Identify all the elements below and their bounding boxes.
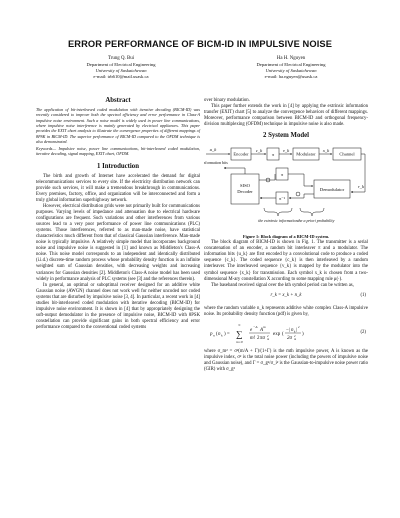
pi-inverse-label: π⁻¹ <box>278 196 286 202</box>
svg-text:∑: ∑ <box>236 328 243 339</box>
svg-text:k: k <box>294 329 296 334</box>
body-paragraph: where σ_m² = σ²(m/A + Γ)/(1+Γ) is the mth impulsive power, A is known as the impulsive index, σ² is the total noise power (including the powers of impulsive noise and Gaussian noise), and Γ = σ_g²/σ_i² is the Gaussian-to-impulsive noise power ratio (GIR) with σ_g² <box>204 348 368 372</box>
pi-label: π <box>271 152 275 158</box>
r-k-label: r_k <box>357 184 365 190</box>
svg-text:) =: ) = <box>224 331 230 337</box>
svg-text:|: | <box>296 327 298 333</box>
body-paragraph: This paper further extends the work in [4] by applying the extrinsic information transfer (EXIT) chart [5] to analyze the convergence behaviors of different mappings. Moreover, performance comparison between BICM-ID and orthogonal frequency-division multiplexing (OFDM) technique in impulsive noise is also made. <box>204 104 368 128</box>
intro-heading: 1 Introduction <box>97 162 139 170</box>
author-email: e-mail: trb610@mail.usask.ca <box>93 74 149 80</box>
extrinsic-label: the extrinsic information <box>258 218 298 224</box>
right-column <box>204 98 368 373</box>
u-k-label: u_k <box>209 147 217 153</box>
figure-caption: Figure 1: Block diagram of a BICM-ID system. <box>242 234 330 240</box>
author-univ: University of Saskatchewan <box>265 68 317 74</box>
c-k-label: c_k <box>255 148 263 154</box>
abstract-heading: Abstract <box>105 97 131 104</box>
svg-text:k: k <box>221 333 223 338</box>
equation-1-body: r_k = x_k + n_k <box>270 292 302 298</box>
author-name: Trung Q. Bui <box>107 56 135 61</box>
channel-label: Channel <box>339 151 355 157</box>
svg-text:m: m <box>263 324 266 329</box>
equation-number: (2) <box>360 329 366 335</box>
svg-text:2: 2 <box>267 333 269 338</box>
svg-text:−A: −A <box>253 324 258 329</box>
block-diagram <box>204 142 368 240</box>
equation-number: (1) <box>360 292 366 298</box>
svg-text:2: 2 <box>257 335 260 341</box>
svg-text:m!: m! <box>250 335 256 341</box>
svg-text:m: m <box>294 336 297 341</box>
body-paragraph: where the random variable n_k represents additive white complex Class-A impulsive noise. Its probability density function (pdf) is given by, <box>204 305 368 317</box>
author-email: e-mail: ha.nguyen@usask.ca <box>264 74 318 80</box>
svg-text:2: 2 <box>298 324 300 329</box>
apriori-label: the a priori probability <box>297 218 335 224</box>
system-model-heading: 2 System Model <box>262 132 310 140</box>
svg-text:∞: ∞ <box>238 322 241 327</box>
svg-text:n: n <box>291 327 294 333</box>
pi-feedback-label: π <box>280 172 284 178</box>
equation-1 <box>204 291 368 304</box>
keywords: Keywords— Impulsive noise, power line communications, bit-interleaved coded modulation, iterative decoding, signal mapping, EXIT chart, OFDM. <box>36 146 200 157</box>
svg-text:n: n <box>218 331 221 337</box>
equation-2 <box>204 320 368 347</box>
svg-text:m: m <box>267 336 270 341</box>
svg-text:−|: −| <box>286 327 290 333</box>
left-column <box>36 98 200 331</box>
v-k-label: v_k <box>282 148 290 154</box>
decoder-label: Decoder <box>237 189 253 195</box>
info-bits-label: information bits <box>204 160 228 166</box>
demodulator-label: Demodulator <box>319 187 345 193</box>
modulator-label: Modulator <box>296 151 316 157</box>
svg-text:m=0: m=0 <box>236 339 243 344</box>
author-dept: Department of Electrical Engineering <box>256 62 326 68</box>
equation-2-svg <box>210 320 350 346</box>
x-k-label: x_k <box>322 148 330 154</box>
svg-text:πσ: πσ <box>260 335 265 341</box>
author-univ: University of Saskatchewan <box>95 68 147 74</box>
author-name: Ha H. Nguyen <box>276 56 306 61</box>
intro-paragraph: However, electrical distribution grids were not primarily built for communications purposes. Varying levels of impedance and attenuation due to electrical hardware configurations are frequent. Such variations and other interferences from various sources lead to a very poor performance of power line communications (PLC) systems. Those interferences, referred to as man-made noise, have statistical characteristics much different from that of classical Gaussian interference. Man-made noise is typically impulsive. A relatively simple model that incorporates background noise and impulsive noise is suggested in [1] and known as Middleton's Class-A noise. This noise model corresponds to an independent and identically distributed (i.i.d.) discrete-time random process whose probability density function is an infinite weighted sum of Gaussian densities, with decreasing weights and increasing variances for Gaussian densities [2]. Middleton's Class-A noise model has been used widely in performance analysis of PLC systems (see [3] and the references therein). <box>36 204 200 282</box>
body-paragraph: The block diagram of BICM-ID is shown in Fig. 1. The transmitter is a serial concatenation of an encoder, a random bit interleaver π and a modulator. The information bits {u_k} are first encoded by a convolutional code to produce a coded sequence {c_k}. The coded sequence {c_k} is then interleaved by a random interleaver. The interleaved sequence {v_k} is mapped by the modulator into the symbol sequence {x_k} for transmission. Each symbol x_k is chosen from a two-dimensional M-ary constellation X according to some mapping rule μ(·). <box>204 240 368 282</box>
author-dept: Department of Electrical Engineering <box>86 62 156 68</box>
svg-text:(: ( <box>282 331 284 337</box>
svg-text:2σ: 2σ <box>287 335 292 341</box>
svg-text:(: ( <box>216 331 218 337</box>
svg-text:p: p <box>210 331 213 337</box>
author-block-2 <box>206 56 376 80</box>
intro-paragraph: In general, an optimal or suboptimal receiver designed for an additive white Gaussian noise (AWGN) channel does not work well for neither uncoded nor coded systems that are disturbed by impulsive noise [3, 4]. In particular, a recent work in [4] studies bit-interleaved coded modulation with iterative decoding (BICM-ID) for impulsive noise environment. It is shown in [4] that by appropriately designing the soft-output demodulator in the presence of impulsive noise, BICM-ID with 8PSK constellation can provide significant gains in both spectral efficiency and error performance compared to the conventional coded systems <box>36 282 200 330</box>
svg-text:A: A <box>260 327 264 333</box>
author-block-1 <box>36 56 206 80</box>
body-paragraph: The baseband received signal over the kth symbol period can be written as, <box>211 282 354 288</box>
svg-text:e: e <box>250 327 253 333</box>
continued-text: over binary modulation. <box>204 98 250 103</box>
svg-text:n: n <box>213 333 215 338</box>
svg-text:): ) <box>302 331 304 337</box>
svg-text:2: 2 <box>294 333 296 338</box>
encoder-label: Encoder <box>233 151 249 157</box>
siso-label: SISO <box>240 183 250 189</box>
intro-paragraph: The birth and growth of Internet have accelerated the demand for digital telecommunications services to every site. If the electricity distribution network can provide such services, it will make a tremendous breakthrough in communications. Every premises, factory, office, and organization will be interconnected and form a truly global information superhighway network. <box>36 173 200 203</box>
block-diagram-svg <box>204 142 368 230</box>
svg-text:exp: exp <box>273 331 281 337</box>
abstract-text: The application of bit-interleaved coded modulation with iterative decoding (BICM-ID) was recently considered to improve both the spectral efficiency and error performance in Class-A impulsive noise environment. Such a noise model is widely used in power line communications, where impulsive noise interference is mainly generated by electrical appliances. This paper provides the EXIT chart analysis to illustrate the convergence properties of different mappings of 8PSK in BICM-ID. The superior performance of BICM-ID compared to the OFDM technique is also demonstrated. <box>36 107 200 144</box>
paper-title: ERROR PERFORMANCE OF BICM-ID IN IMPULSIVE NOISE <box>68 39 332 49</box>
